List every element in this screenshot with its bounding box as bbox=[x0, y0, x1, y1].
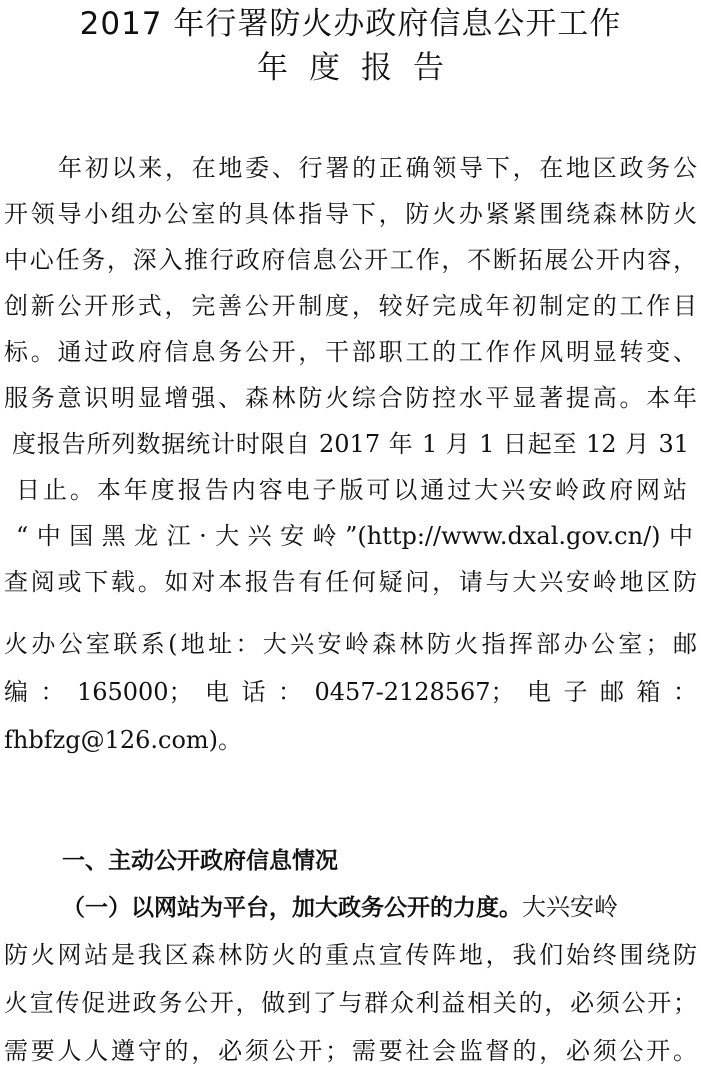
report-title-line-2: 年度报告 bbox=[257, 50, 465, 86]
report-title-line-1: 2017 年行署防火办政府信息公开工作 bbox=[79, 6, 622, 42]
intro-line-6: 服务意识明显增强、森林防火综合防控水平显著提高。本年 bbox=[4, 384, 697, 412]
intro-line-5: 标。通过政府信息务公开，干部职工的工作作风明显转变、 bbox=[4, 338, 697, 366]
subsection-1-line bbox=[0, 884, 701, 930]
intro-line-2: 开领导小组办公室的具体指导下，防火办紧紧围绕森林防火 bbox=[4, 200, 697, 228]
intro-line-1: 年初以来，在地委、行署的正确领导下，在地区政务公 bbox=[58, 154, 697, 182]
body-line-3: 需要人人遵守的，必须公开；需要社会监督的，必须公开。 bbox=[4, 1037, 697, 1065]
intro-line-4: 创新公开形式，完善公开制度，较好完成年初制定的工作目 bbox=[4, 292, 697, 320]
intro-line-8: 日止。本年度报告内容电子版可以通过大兴安岭政府网站 bbox=[16, 476, 687, 504]
intro-line-7: 度报告所列数据统计时限自 2017 年 1 月 1 日起至 12 月 31 bbox=[12, 430, 689, 458]
intro-line-10: 查阅或下载。如对本报告有任何疑问，请与大兴安岭地区防 bbox=[4, 568, 697, 596]
intro-line-12: 编：165000；电话：0457-2128567；电子邮箱： bbox=[4, 678, 697, 706]
section-1-heading: 一、主动公开政府信息情况 bbox=[62, 848, 338, 874]
intro-line-13-email: fhbfzg@126.com)。 bbox=[4, 726, 243, 754]
intro-line-3: 中心任务，深入推行政府信息公开工作，不断拓展公开内容， bbox=[4, 246, 697, 274]
body-line-1: 防火网站是我区森林防火的重点宣传阵地，我们始终围绕防 bbox=[4, 941, 697, 969]
subsection-1-first-text: 大兴安岭 bbox=[522, 893, 618, 921]
intro-line-9: “中国黑龙江·大兴安岭”(http://www.dxal.gov.cn/)中 bbox=[16, 522, 693, 550]
subsection-1-heading: （一）以网站为平台，加大政务公开的力度。 bbox=[62, 895, 522, 921]
body-line-2: 火宣传促进政务公开，做到了与群众利益相关的，必须公开； bbox=[4, 989, 697, 1017]
intro-line-11: 火办公室联系(地址：大兴安岭森林防火指挥部办公室；邮 bbox=[4, 630, 697, 658]
